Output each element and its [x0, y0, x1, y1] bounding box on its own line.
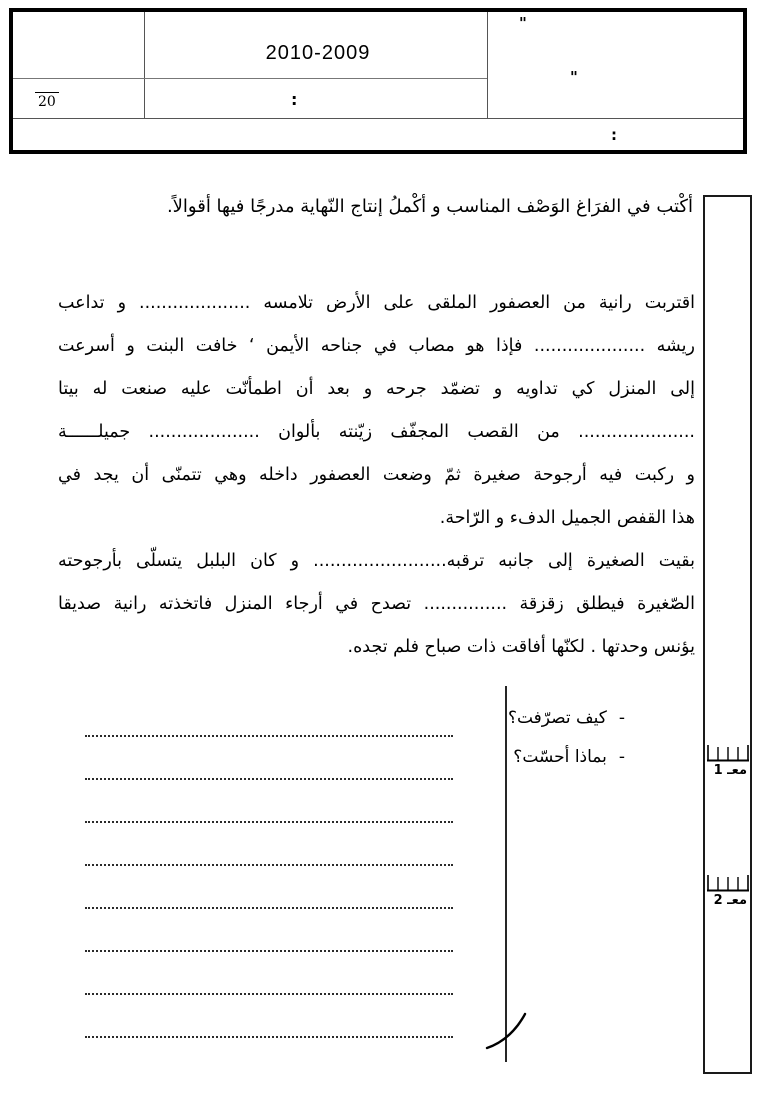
- story-line: بقيت الصغيرة إلى جانبه ترقبه........................ و كان البلبل يتسلّى بأرجوحته: [58, 551, 695, 571]
- answer-line: [85, 737, 453, 780]
- header-quote-mark: ": [519, 14, 527, 32]
- answer-line: [85, 780, 453, 823]
- header-bottom-colon: :: [611, 126, 617, 144]
- header-table: [9, 8, 747, 154]
- answer-line: [85, 952, 453, 995]
- school-year: 2010-2009: [265, 42, 371, 64]
- question-dash: -: [618, 708, 625, 728]
- answer-line: [85, 909, 453, 952]
- answer-lines-area: [85, 694, 453, 1038]
- story-line: هذا القفص الجميل الدفء و الرّاحة.: [439, 508, 695, 528]
- criterion-label-2: معـ 2: [713, 893, 747, 908]
- question-text: بماذا أحسّت؟: [513, 747, 607, 767]
- score-denominator: 20: [35, 92, 59, 110]
- criterion-label-1: معـ 1: [713, 763, 747, 778]
- answer-line: [85, 995, 453, 1038]
- answer-line: [85, 823, 453, 866]
- story-line: الصّغيرة فيطلق زقزقة ............... تصدح في أرجاء المنزل فاتخذته رانية صديقا: [58, 594, 695, 614]
- header-column-divider: [487, 12, 488, 118]
- header-row-divider: [13, 78, 487, 79]
- score-cell: [35, 94, 59, 110]
- story-line: و ركبت فيه أرجوحة صغيرة ثمّ وضعت العصفور داخله وهي تتمنّى أن يجد في: [58, 465, 695, 485]
- story-line: يؤنس وحدتها . لكنّها أفاقت ذات صباح فلم تجده.: [347, 637, 695, 657]
- story-paragraph: [58, 282, 695, 669]
- header-colon: :: [291, 90, 298, 109]
- handwritten-separator-line: [478, 681, 534, 1083]
- header-quote-mark: ": [570, 68, 578, 86]
- header-column-divider: [144, 12, 145, 118]
- question-text: كيف تصرّفت؟: [507, 708, 607, 728]
- answer-line: [85, 866, 453, 909]
- header-row-divider: [13, 118, 743, 119]
- story-line: ..................... من القصب المجفّف زيّنته بألوان .................... جميلــــــة: [58, 422, 695, 442]
- question-dash: -: [618, 747, 625, 767]
- score-cells-strip: [707, 743, 749, 762]
- story-line: ريشه .................... فإذا هو مصاب في جناحه الأيمن ‘ خافت البنت و أسرعت: [58, 336, 695, 356]
- score-cells-strip: [707, 873, 749, 892]
- answer-line: [85, 694, 453, 737]
- story-line: إلى المنزل كي تداويه و تضمّد جرحه و بعد أن اطمأنّت عليه صنعت له بيتا: [58, 379, 695, 399]
- grading-margin-bar: [703, 195, 752, 1074]
- story-line: اقتربت رانية من العصفور الملقى على الأرض تلامسه .................... و تداعب: [58, 293, 695, 313]
- exercise-instruction: أكْتب في الفرَاغ الوَصْف المناسب و أكْملُ إنتاج النّهاية مدرجًا فيها أقوالاً.: [166, 196, 693, 217]
